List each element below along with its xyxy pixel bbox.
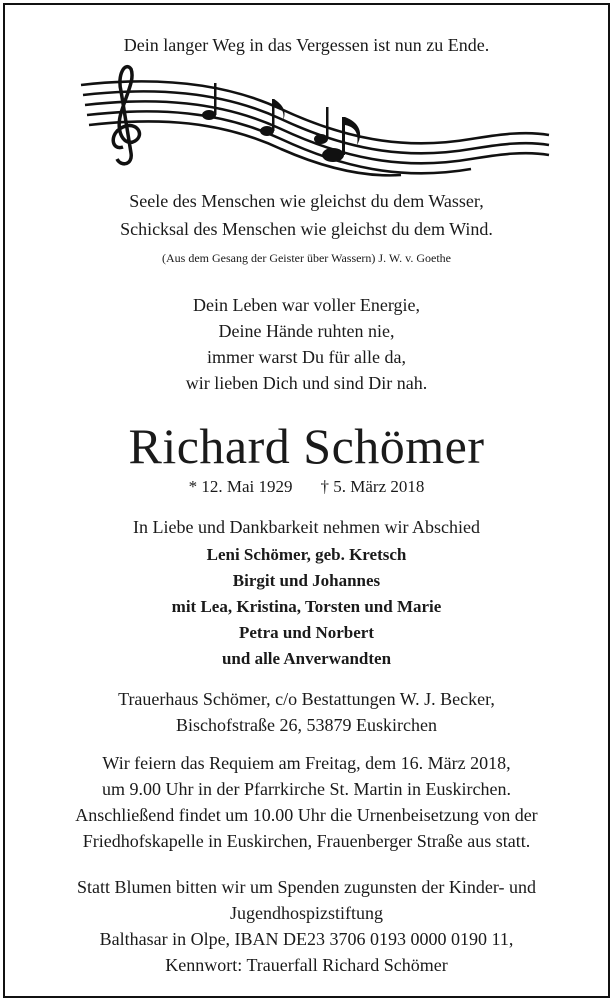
address-line: Bischofstraße 26, 53879 Euskirchen (176, 715, 437, 735)
mourner-name: Leni Schömer, geb. Kretsch (206, 545, 407, 564)
donation-line: Balthasar in Olpe, IBAN DE23 3706 0193 0000 0190 11, (99, 929, 514, 949)
mourner-name: Birgit und Johannes (232, 571, 381, 590)
service-line: Wir feiern das Requiem am Freitag, dem 16. März 2018, (102, 753, 511, 773)
mourner-name: und alle Anverwandten (221, 649, 392, 668)
poem-line: Deine Hände ruhten nie, (218, 321, 395, 341)
music-staff-icon (71, 61, 551, 181)
service-line: um 9.00 Uhr in der Pfarrkirche St. Martin in Euskirchen. (102, 779, 511, 799)
deceased-name: Richard Schömer (128, 418, 485, 474)
address-line: Trauerhaus Schömer, c/o Bestattungen W. J. Becker, (118, 689, 495, 709)
service-line: Friedhofskapelle in Euskirchen, Frauenberger Straße aus statt. (82, 831, 531, 851)
donation-line: Statt Blumen bitten wir um Spenden zugunsten der Kinder- und (76, 877, 537, 897)
poem-line: immer warst Du für alle da, (207, 347, 406, 367)
birth-date: * 12. Mai 1929 (188, 477, 293, 496)
service-line: Anschließend findet um 10.00 Uhr die Urnenbeisetzung von der (75, 805, 538, 825)
quote-line-1: Seele des Menschen wie gleichst du dem Wasser, (129, 191, 484, 211)
mourner-name: Petra und Norbert (238, 623, 375, 642)
obituary-card (3, 3, 610, 998)
mourner-name: mit Lea, Kristina, Torsten und Marie (171, 597, 442, 616)
death-date: † 5. März 2018 (320, 477, 425, 496)
poem-line: wir lieben Dich und sind Dir nah. (185, 373, 428, 393)
life-dates (5, 477, 608, 497)
donation-line: Kennwort: Trauerfall Richard Schömer (165, 955, 448, 975)
opening-line: Dein langer Weg in das Vergessen ist nun zu Ende. (123, 35, 490, 55)
donation-line: Jugendhospizstiftung (230, 903, 383, 923)
quote-source: (Aus dem Gesang der Geister über Wassern) J. W. v. Goethe (162, 251, 451, 265)
farewell-intro: In Liebe und Dankbarkeit nehmen wir Abschied (133, 517, 480, 537)
poem-line: Dein Leben war voller Energie, (192, 295, 421, 315)
quote-line-2: Schicksal des Menschen wie gleichst du dem Wind. (120, 219, 493, 239)
